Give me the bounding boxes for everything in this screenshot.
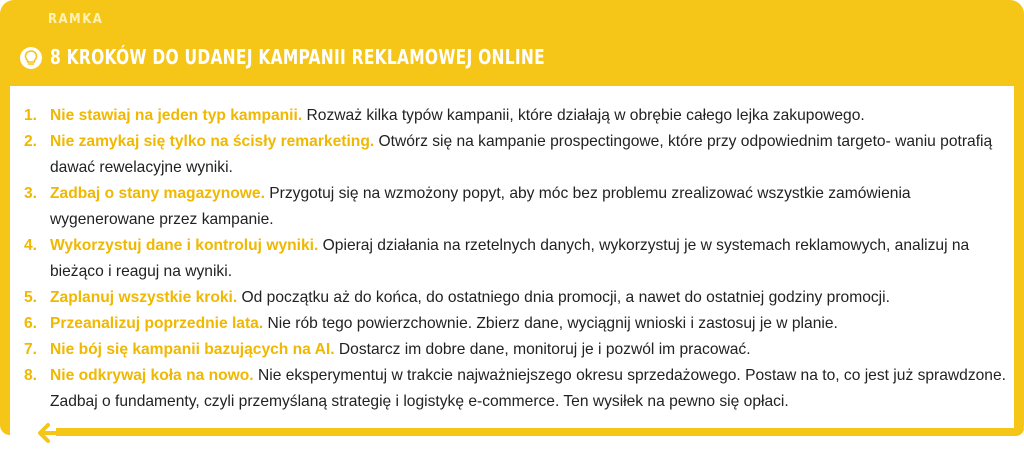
step-lead: Nie odkrywaj koła na nowo.	[50, 367, 254, 384]
box-border-bottom	[56, 428, 1024, 436]
step-number: 8.	[24, 367, 38, 384]
list-item	[24, 181, 1009, 233]
list-item	[24, 337, 1009, 363]
lightbulb-icon	[20, 47, 42, 69]
list-item	[24, 129, 1009, 181]
arrow-left-icon	[34, 420, 60, 446]
list-item	[24, 285, 1009, 311]
step-number: 4.	[24, 237, 38, 254]
step-lead: Nie bój się kampanii bazujących na AI.	[50, 341, 335, 358]
step-text: Rozważ kilka typów kampanii, które działają w obrębie całego lejka zakupowego.	[306, 107, 865, 124]
step-number: 6.	[24, 315, 38, 332]
step-text: Dostarcz im dobre dane, monitoruj je i pozwól im pracować.	[338, 341, 751, 358]
step-lead: Przeanalizuj poprzednie lata.	[50, 315, 264, 332]
step-text: Nie rób tego powierzchownie. Zbierz dane, wyciągnij wnioski i zastosuj je w planie.	[267, 315, 838, 332]
step-lead: Wykorzystuj dane i kontroluj wyniki.	[50, 237, 319, 254]
step-text: Nie eksperymentuj w trakcie najważniejszego okresu sprzedażowego. Postaw na to, co jest już sprawdzone. Zadbaj o fundamenty, czyli przemyślaną strategię i logistykę e-commerce. Ten wysiłek na pewno się opłaci.	[50, 367, 1006, 410]
step-text: Od początku aż do końca, do ostatniego dnia promocji, a nawet do ostatniej godziny promocji.	[241, 289, 890, 306]
step-lead: Nie zamykaj się tylko na ścisły remarketing.	[50, 133, 375, 150]
step-lead: Zaplanuj wszystkie kroki.	[50, 289, 238, 306]
list-item	[24, 103, 1009, 129]
steps-list	[24, 103, 1009, 415]
step-number: 1.	[24, 107, 38, 124]
step-lead: Nie stawiaj na jeden typ kampanii.	[50, 107, 303, 124]
box-border-left	[0, 60, 10, 435]
box-border-right	[1014, 60, 1024, 435]
list-item	[24, 363, 1009, 415]
step-text: Opieraj działania na rzetelnych danych, wykorzystuj je w systemach reklamowych, analizuj na bieżąco i reaguj na wyniki.	[50, 237, 970, 280]
step-number: 3.	[24, 185, 38, 202]
list-item	[24, 233, 1009, 285]
box-title: 8 KROKÓW DO UDANEJ KAMPANII REKLAMOWEJ ONLINE	[50, 45, 545, 69]
step-text: Przygotuj się na wzmożony popyt, aby móc bez problemu zrealizować wszystkie zamówienia wygenerowane przez kampanie.	[50, 185, 911, 228]
box-kicker: RAMKA	[48, 12, 104, 27]
box-header	[0, 0, 1024, 86]
step-lead: Zadbaj o stany magazynowe.	[50, 185, 265, 202]
step-text: Otwórz się na kampanie prospectingowe, które przy odpowiednim targeto- waniu potrafią dawać rewelacyjne wyniki.	[50, 133, 993, 176]
step-number: 7.	[24, 341, 38, 358]
step-number: 2.	[24, 133, 38, 150]
list-item	[24, 311, 1009, 337]
step-number: 5.	[24, 289, 38, 306]
